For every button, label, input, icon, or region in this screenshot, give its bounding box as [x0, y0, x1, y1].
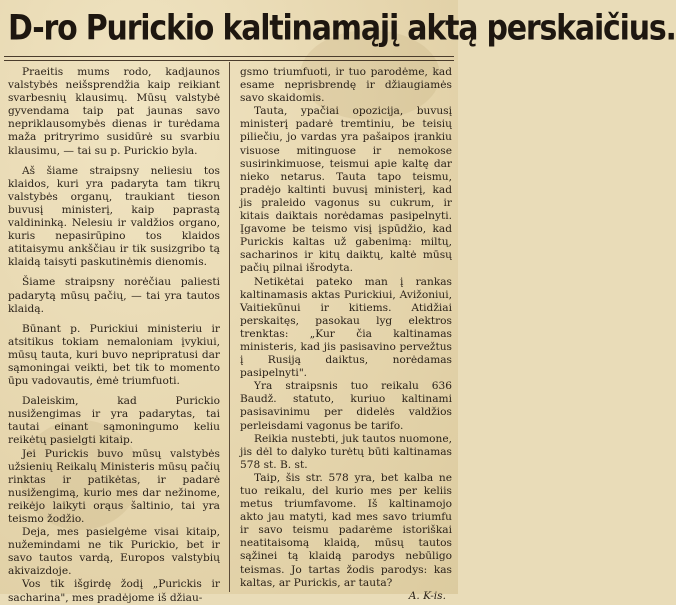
- paragraph: Vos tik išgirdę žodį „Purickis ir sacharina", mes pradėjome iš džiau-: [8, 578, 220, 604]
- author-signature: A. K-is.: [408, 589, 446, 602]
- paragraph: Praeitis mums rodo, kadjaunos valstybės neišsprendžia kaip reikiant svarbesnių klausimų. Mūsų valstybė gyvendama taip pat jaunas savo nepriklausomybės dienas ir turėdama maža pritryrimo susidūrė su svarbiu klausimu, — tai su p. Purickio byla.: [8, 66, 220, 157]
- column-divider: [229, 62, 230, 592]
- paragraph: Šiame straipsny norėčiau paliesti padarytą mūsų pačių, — tai yra tautos klaidą.: [8, 276, 220, 315]
- headline-rule: [4, 56, 454, 57]
- paragraph: Taip, šis str. 578 yra, bet kalba ne tuo reikalu, del kurio mes per keliis metus triumfavome. Iš kaltinamojo akto jau matyti, kad mes savo triumfu ir savo teismu padarėme istoriškai neatitaisomą klaidą, mūsų tautos sąžinei tą klaidą parodys nebūligo teismas. Jo tartas žodis parodys: kas kaltas, ar Purickis, ar tauta?: [240, 471, 452, 589]
- headline-rule-thin: [4, 60, 454, 61]
- paragraph: Yra straipsnis tuo reikalu 636 Baudž. statuto, kuriuo kaltinami pasisavinimu per didelės valdžios perleisdami vagonus be tarifo.: [240, 380, 452, 432]
- article-column-right: [240, 66, 452, 603]
- paragraph: Daleiskim, kad Purickio nusižengimas ir yra padarytas, tai tautai einant sąmoningumo keliu reikėtų pasielgti kitaip.: [8, 395, 220, 447]
- paragraph: Aš šiame straipsny neliesiu tos klaidos, kuri yra padaryta tam tikrų valstybės organų, traukiant tieson buvusį ministerį, kaip paprastą valdininką. Nelesiu ir valdžios organo, kuris nepasirūpino tos klaidos atitaisymu ankščiau ir tik susizgribo tą klaidą taisyti paskutinėmis dienomis.: [8, 164, 220, 269]
- paragraph: Netikėtai pateko man į rankas kaltinamasis aktas Purickiui, Avižoniui, Vaitiekūnui ir kitiems. Atidžiai perskaitęs, pasokau lyg elektros trenktas: „Kur čia kaltinamas ministeris, kad jis pasisavino pervežtus į Rusiją daiktus, norėdamas pasipelnyti".: [240, 275, 452, 380]
- paragraph: Reikia nustebti, juk tautos nuomone, jis dėl to dalyko turėtų būti kaltinamas 578 st. B. st.: [240, 432, 452, 471]
- paragraph: gsmo triumfuoti, ir tuo parodėme, kad esame neprisbrendę ir džiaugiamės savo skaidomis.: [240, 66, 452, 105]
- paragraph: Deja, mes pasielgėme visai kitaip, nužemindami ne tik Purickio, bet ir savo tautos vardą, Europos valstybių akivaizdoje.: [8, 526, 220, 578]
- paragraph: Tauta, ypačiai opozicija, buvusį ministerį padarė tremtiniu, be teisių piliečiu, jo vardas yra pašaipos įrankiu visuose mitinguose ir nemokose susirinkimuose, teismui apie kaltę dar nieko netarus. Tauta tapo teismu, pradėjo kaltinti buvusį ministerį, kad jis praleido vagonus su cukrum, ir kitais daiktais norėdamas pasipelnyti. Įgavome be teismo visį įspūdžio, kad Purickis kaltas už gabenimą: miltų, sacharinos ir kitų daiktų, kaltė mūsų pačių pilnai išrodyta.: [240, 105, 452, 275]
- article-headline: D-ro Purickio kaltinamąjį aktą perskaičius.: [8, 8, 676, 49]
- article-column-left: [8, 66, 220, 605]
- paragraph: Jei Purickis buvo mūsų valstybės užsienių Reikalų Ministeris mūsų pačių rinktas ir patikėtas, ir padarė nusižengimą, kurio mes dar nežinome, reikėjo laikyti orąus šaltinio, tai yra teismo žodžio.: [8, 447, 220, 525]
- paragraph: Būnant p. Purickiui ministeriu ir atsitikus tokiam nemaloniam įvykiui, mūsų tauta, kuri buvo nepripratusi dar sąmoningai veikti, bet tik to momento ūpu vadovautis, ėmė triumfuoti.: [8, 322, 220, 388]
